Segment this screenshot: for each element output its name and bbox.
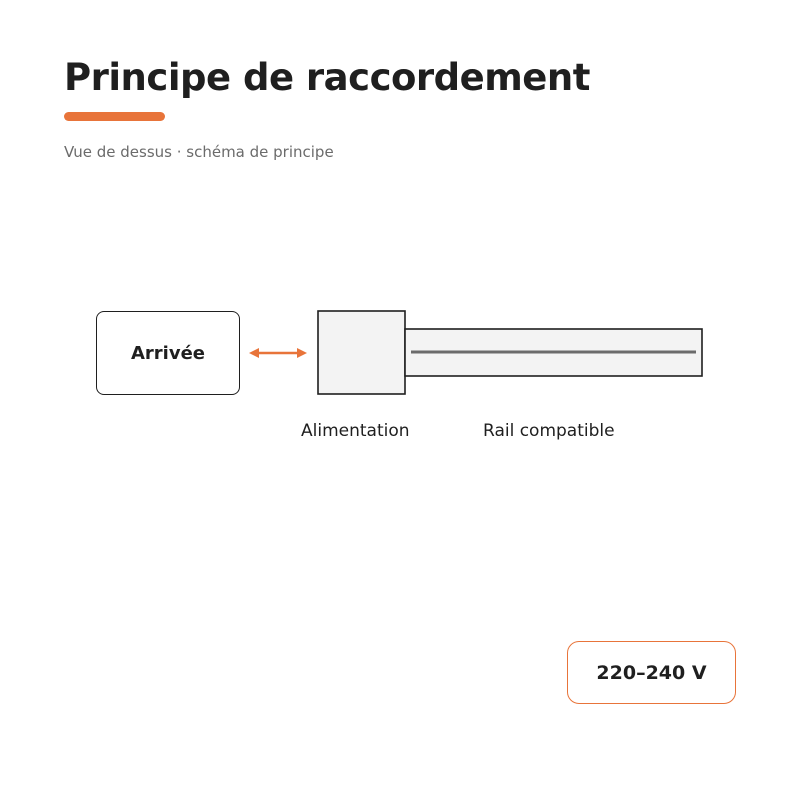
rail-body <box>405 329 702 376</box>
voltage-badge <box>567 641 736 704</box>
input-box <box>96 311 240 395</box>
double-arrow-icon <box>249 348 307 358</box>
title-accent-bar <box>64 112 165 121</box>
power-supply-block <box>318 311 405 394</box>
page-title: Principe de raccordement <box>64 56 590 99</box>
page-subtitle: Vue de dessus · schéma de principe <box>64 143 334 161</box>
input-label: Arrivée <box>130 342 205 364</box>
voltage-value: 220–240 V <box>596 661 707 684</box>
power-supply-label: Alimentation <box>301 421 410 441</box>
rail-label: Rail compatible <box>483 421 615 441</box>
